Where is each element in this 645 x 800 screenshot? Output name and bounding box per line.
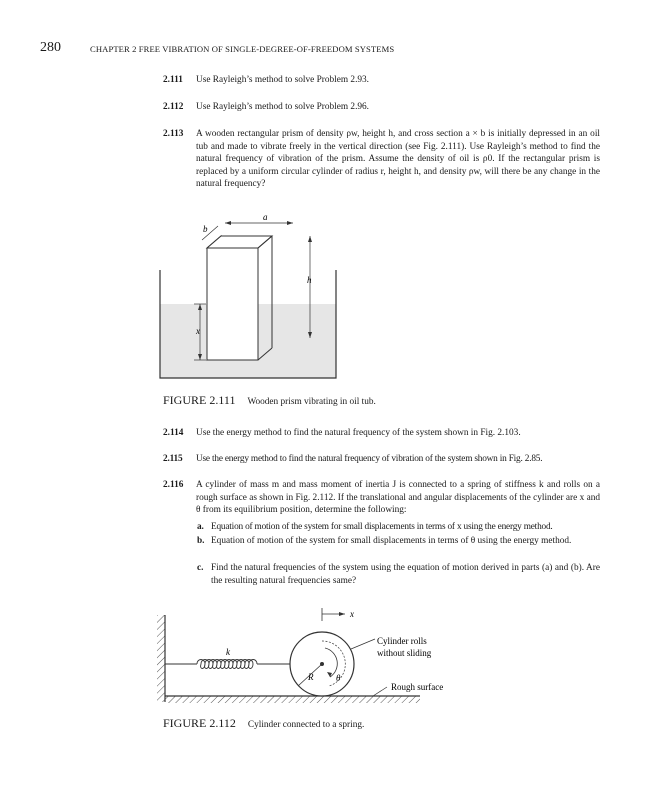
subpart-a [197, 521, 600, 534]
annotation-rolls: Cylinder rolls [377, 636, 427, 646]
problem-number: 2.111 [163, 75, 183, 85]
subpart-text: Equation of motion of the system for small displacements in terms of θ using the energy method. [211, 536, 572, 546]
problem-2-113 [163, 128, 600, 191]
subpart-text: Find the natural frequencies of the system using the equation of motion derived in parts (a) and (b). Are the resulting natural frequencies same? [211, 563, 600, 586]
label-k: k [226, 647, 230, 657]
problem-2-114 [163, 427, 600, 440]
problem-number: 2.113 [163, 129, 184, 139]
figure-caption: Wooden prism vibrating in oil tub. [247, 397, 376, 407]
subpart-label: b. [197, 536, 205, 546]
problem-2-116 [163, 479, 600, 517]
leader-line [373, 687, 387, 696]
figure-2-111-caption [163, 393, 376, 408]
floor-hatching [165, 696, 420, 703]
label-a: a [263, 212, 268, 222]
subpart-text: Equation of motion of the system for small displacements in terms of x using the energy method. [211, 522, 553, 532]
label-r: R [308, 672, 314, 682]
label-theta: θ [336, 673, 341, 683]
figure-2-112-caption [163, 716, 364, 731]
problem-number: 2.112 [163, 102, 184, 112]
wooden-prism [207, 248, 258, 360]
problem-text: Use the energy method to find the natural frequency of the system shown in Fig. 2.103. [196, 428, 521, 438]
problem-number: 2.116 [163, 480, 184, 490]
running-head: CHAPTER 2 FREE VIBRATION OF SINGLE-DEGREE-OF-FREEDOM SYSTEMS [90, 44, 395, 54]
problem-text: A cylinder of mass m and mass moment of inertia J is connected to a spring of stiffness k and rolls on a rough surface as shown in Fig. 2.112. If the translational and angular displacements of the cylinder are x and θ from its equilibrium position, determine the following: [196, 480, 600, 515]
problem-2-112 [163, 101, 600, 114]
figure-caption: Cylinder connected to a spring. [247, 720, 365, 730]
label-b: b [203, 224, 208, 234]
label-x: x [196, 326, 200, 336]
wall-hatching [157, 615, 165, 702]
arrowhead [339, 612, 345, 616]
subpart-label: c. [197, 563, 204, 573]
figure-2-111-diagram [150, 208, 350, 388]
figure-2-112-diagram [155, 603, 465, 713]
arrowhead [308, 236, 312, 242]
problem-text: Use Rayleigh’s method to solve Problem 2.93. [196, 75, 370, 85]
problem-number: 2.115 [163, 454, 183, 464]
problem-text: Use Rayleigh’s method to solve Problem 2.96. [196, 102, 370, 112]
subpart-b [197, 535, 600, 548]
annotation-rolls: without sliding [377, 648, 432, 658]
problem-text: A wooden rectangular prism of density ρw, height h, and cross section a × b is initially depressed in an oil tub and made to vibrate freely in the vertical direction (see Fig. 2.111). Use Rayleigh’s method to find the natural frequency of vibration of the prism. Assume the density of oil is ρ0. If the rectangular prism is replaced by a uniform circular cylinder of radius r, height h, and density ρw, will there be any change in the natural frequency? [196, 129, 600, 189]
label-x: x [350, 609, 354, 619]
label-h: h [307, 275, 312, 285]
figure-number: FIGURE 2.111 [163, 393, 236, 407]
leader-line [351, 639, 375, 649]
problem-number: 2.114 [163, 428, 184, 438]
subpart-label: a. [197, 522, 204, 532]
spring-k [197, 660, 257, 669]
problem-2-111 [163, 74, 600, 87]
prism-top-face [207, 236, 272, 248]
annotation-surface: Rough surface [391, 682, 444, 692]
problem-2-115 [163, 453, 600, 466]
subpart-c [197, 562, 600, 587]
problem-text: Use the energy method to find the natural frequency of vibration of the system shown in Fig. 2.85. [196, 454, 543, 464]
figure-number: FIGURE 2.112 [163, 716, 236, 730]
arrowhead [225, 221, 231, 225]
page-number: 280 [40, 40, 61, 55]
arrowhead [287, 221, 293, 225]
